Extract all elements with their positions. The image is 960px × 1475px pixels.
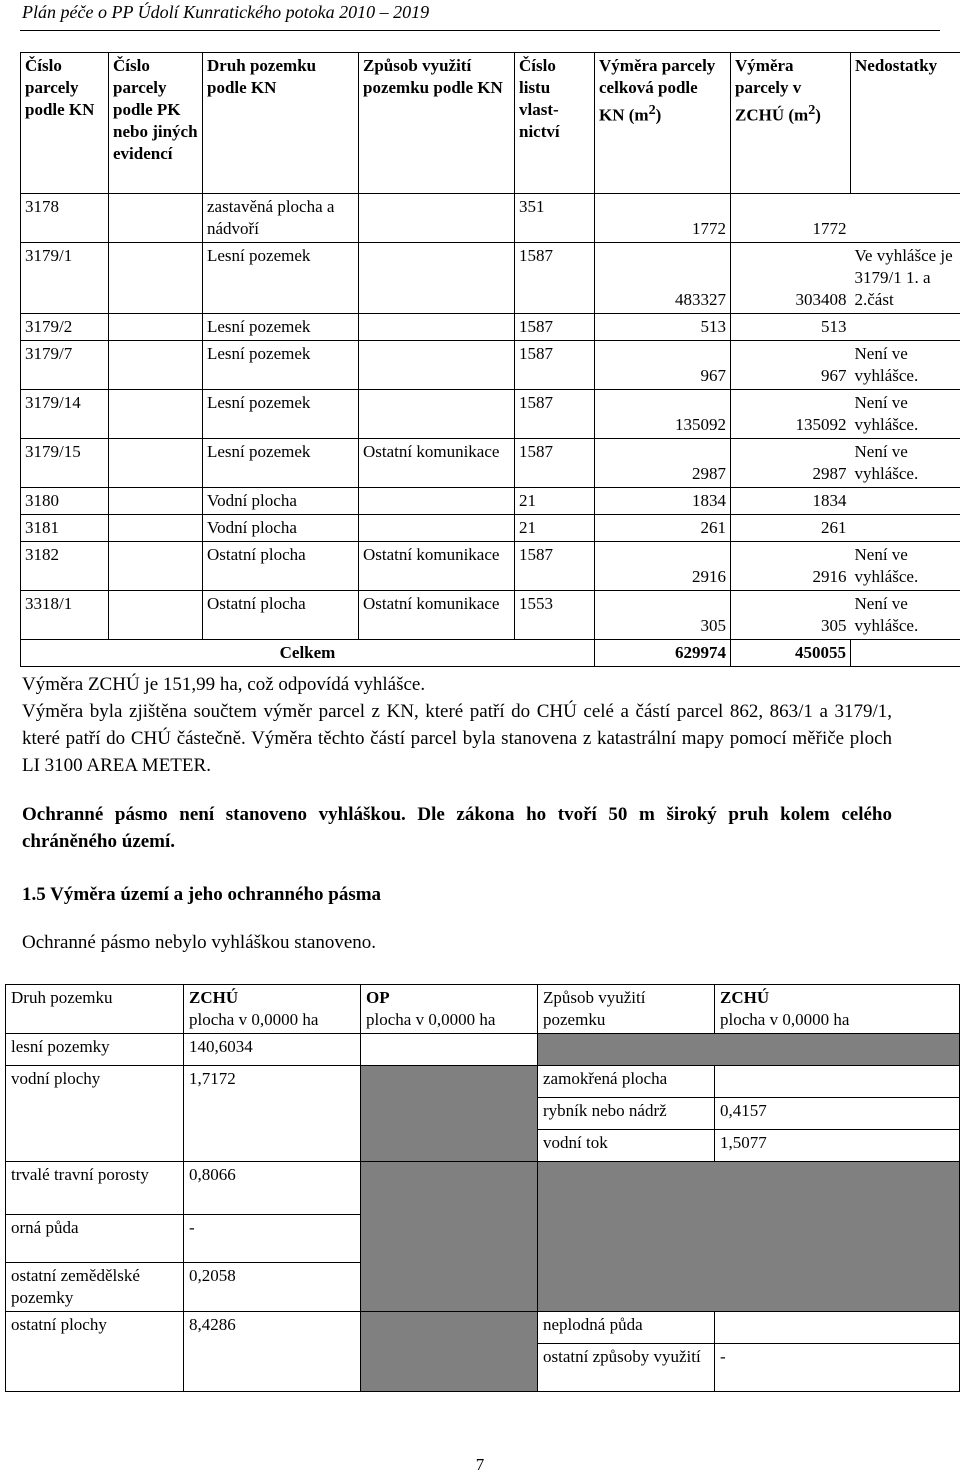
- ned-cell: Není ve vyhlášce.: [851, 439, 960, 488]
- shaded-cell: [361, 1066, 538, 1162]
- parcel-table: [20, 52, 960, 667]
- header-zchu2: [715, 985, 960, 1034]
- header-bold: ZCHÚ: [189, 988, 239, 1007]
- total-zchu: 450055: [731, 640, 851, 667]
- value-cell: [715, 1066, 960, 1098]
- ned-cell: [851, 314, 960, 341]
- header-cell: Číslo parcely podle KN: [21, 53, 109, 194]
- celk-cell: 135092: [595, 390, 731, 439]
- druh-cell: zastavěná plocha a nádvoří: [203, 194, 359, 243]
- zchu-cell: 305: [731, 591, 851, 640]
- kn-cell: 3318/1: [21, 591, 109, 640]
- ned-cell: Není ve vyhlášce.: [851, 542, 960, 591]
- celk-cell: 261: [595, 515, 731, 542]
- table-row: [21, 515, 960, 542]
- ned-cell: Není ve vyhlášce.: [851, 390, 960, 439]
- celk-cell: 305: [595, 591, 731, 640]
- celk-cell: 2987: [595, 439, 731, 488]
- ned-cell: Není ve vyhlášce.: [851, 341, 960, 390]
- superscript: 2: [808, 102, 816, 118]
- header-zchu: [184, 985, 361, 1034]
- ned-cell: [851, 488, 960, 515]
- zpusob-cell: [359, 341, 515, 390]
- header-divider: [20, 30, 940, 31]
- druh-cell: Lesní pozemek: [203, 341, 359, 390]
- zpusob-cell: [359, 194, 515, 243]
- kn-cell: 3179/7: [21, 341, 109, 390]
- value-cell: 1,5077: [715, 1130, 960, 1162]
- table-row: [21, 439, 960, 488]
- celk-cell: 483327: [595, 243, 731, 314]
- lv-cell: 1553: [515, 591, 595, 640]
- header-cell: Číslo parcely podle PK nebo jiných evidencí: [109, 53, 203, 194]
- table-row: [21, 194, 960, 243]
- ned-cell: Není ve vyhlášce.: [851, 591, 960, 640]
- header-cell: [731, 53, 851, 194]
- pk-cell: [109, 488, 203, 515]
- table-row: [6, 1312, 960, 1344]
- druh-cell: Ostatní plocha: [203, 591, 359, 640]
- zpusob-cell: rybník nebo nádrž: [538, 1098, 715, 1130]
- land-use-table: [5, 984, 960, 1392]
- total-celk: 629974: [595, 640, 731, 667]
- table-row: [21, 341, 960, 390]
- zchu-cell: 0,8066: [184, 1162, 361, 1215]
- zchu-cell: -: [184, 1215, 361, 1263]
- lv-cell: 1587: [515, 542, 595, 591]
- header-unit: plocha v 0,0000 ha: [189, 1010, 319, 1029]
- pk-cell: [109, 439, 203, 488]
- pk-cell: [109, 591, 203, 640]
- lv-cell: 351: [515, 194, 595, 243]
- druh-cell: Lesní pozemek: [203, 314, 359, 341]
- druh-cell: ostatní plochy: [6, 1312, 184, 1392]
- superscript: 2: [648, 102, 656, 118]
- table-row: [6, 1066, 960, 1098]
- table-row: [21, 390, 960, 439]
- kn-cell: 3179/14: [21, 390, 109, 439]
- zchu-cell: 1772: [731, 194, 851, 243]
- lv-cell: 1587: [515, 390, 595, 439]
- header-cell: Druh pozemku podle KN: [203, 53, 359, 194]
- section-heading: 1.5 Výměra území a jeho ochranného pásma: [22, 884, 382, 905]
- kn-cell: 3182: [21, 542, 109, 591]
- pk-cell: [109, 515, 203, 542]
- value-cell: -: [715, 1344, 960, 1392]
- zpusob-cell: Ostatní komunikace: [359, 542, 515, 591]
- shaded-cell: [361, 1312, 538, 1392]
- zchu-cell: 1834: [731, 488, 851, 515]
- table-header-row: [21, 53, 960, 194]
- kn-cell: 3179/15: [21, 439, 109, 488]
- zchu-cell: 2987: [731, 439, 851, 488]
- kn-cell: 3178: [21, 194, 109, 243]
- zpusob-cell: Ostatní komunikace: [359, 591, 515, 640]
- zpusob-cell: neplodná půda: [538, 1312, 715, 1344]
- pk-cell: [109, 243, 203, 314]
- total-row: [21, 640, 960, 667]
- header-text: ): [815, 105, 821, 125]
- value-cell: [715, 1312, 960, 1344]
- zpusob-cell: Ostatní komunikace: [359, 439, 515, 488]
- pk-cell: [109, 542, 203, 591]
- shaded-cell: [538, 1162, 960, 1312]
- celk-cell: 513: [595, 314, 731, 341]
- paragraph-buffer: Ochranné pásmo není stanoveno vyhláškou. Dle zákona ho tvoří 50 m široký pruh kolem celého chráněného území.: [22, 804, 892, 852]
- paragraph-area: Výměra ZCHÚ je 151,99 ha, což odpovídá vyhlášce.: [22, 674, 426, 695]
- ned-cell: Ve vyhlášce je 3179/1 1. a 2.část: [851, 243, 960, 314]
- header-text: Výměra parcely celková podle KN (m: [599, 56, 716, 125]
- value-cell: 0,4157: [715, 1098, 960, 1130]
- table-row: [21, 591, 960, 640]
- zchu-cell: 303408: [731, 243, 851, 314]
- lv-cell: 21: [515, 488, 595, 515]
- lv-cell: 1587: [515, 439, 595, 488]
- zpusob-cell: [359, 314, 515, 341]
- zpusob-cell: ostatní způsoby využití: [538, 1344, 715, 1392]
- celk-cell: 1834: [595, 488, 731, 515]
- kn-cell: 3181: [21, 515, 109, 542]
- zpusob-cell: [359, 243, 515, 314]
- celk-cell: 1772: [595, 194, 731, 243]
- druh-cell: Lesní pozemek: [203, 439, 359, 488]
- pk-cell: [109, 341, 203, 390]
- druh-cell: Ostatní plocha: [203, 542, 359, 591]
- druh-cell: lesní pozemky: [6, 1034, 184, 1066]
- druh-cell: ostatní zemědělské pozemky: [6, 1263, 184, 1312]
- kn-cell: 3179/1: [21, 243, 109, 314]
- header-op: [361, 985, 538, 1034]
- header-druh: Druh pozemku: [6, 985, 184, 1034]
- header-unit: plocha v 0,0000 ha: [366, 1010, 496, 1029]
- kn-cell: 3180: [21, 488, 109, 515]
- paragraph-method: Výměra byla zjištěna součtem výměr parcel z KN, které patří do CHÚ celé a částí parcel 862, 863/1 a 3179/1, které patří do CHÚ částečně. Výměra těchto částí parcel byla stanovena z katastrální mapy pomocí měřiče ploch LI 3100 AREA METER.: [22, 701, 892, 776]
- zchu-cell: 261: [731, 515, 851, 542]
- lv-cell: 1587: [515, 243, 595, 314]
- ned-cell: [851, 194, 960, 243]
- zchu-cell: 513: [731, 314, 851, 341]
- header-zpusob: Způsob využití pozemku: [538, 985, 715, 1034]
- druh-cell: Lesní pozemek: [203, 243, 359, 314]
- druh-cell: Lesní pozemek: [203, 390, 359, 439]
- zpusob-cell: [359, 488, 515, 515]
- zchu-cell: 8,4286: [184, 1312, 361, 1392]
- zchu-cell: 967: [731, 341, 851, 390]
- table-row: [21, 243, 960, 314]
- ned-cell: [851, 515, 960, 542]
- table-row: [21, 542, 960, 591]
- header-cell: Způsob využití pozemku podle KN: [359, 53, 515, 194]
- total-empty: [851, 640, 960, 667]
- zchu-cell: 135092: [731, 390, 851, 439]
- lv-cell: 1587: [515, 314, 595, 341]
- zpusob-cell: [359, 390, 515, 439]
- pk-cell: [109, 314, 203, 341]
- zchu-cell: 2916: [731, 542, 851, 591]
- header-cell: Číslo listu vlast-nictví: [515, 53, 595, 194]
- table-header-row: [6, 985, 960, 1034]
- total-label: Celkem: [21, 640, 595, 667]
- table-body: [21, 194, 960, 640]
- zchu-cell: 140,6034: [184, 1034, 361, 1066]
- table-row: [21, 488, 960, 515]
- header-text: Výměra parcely v ZCHÚ (m: [735, 56, 809, 125]
- kn-cell: 3179/2: [21, 314, 109, 341]
- table-row: [21, 314, 960, 341]
- druh-cell: Vodní plocha: [203, 488, 359, 515]
- paragraph-no-buffer: Ochranné pásmo nebylo vyhláškou stanoveno.: [22, 932, 377, 953]
- header-cell: [595, 53, 731, 194]
- zchu-cell: 0,2058: [184, 1263, 361, 1312]
- druh-cell: trvalé travní porosty: [6, 1162, 184, 1215]
- table-row: [6, 1034, 960, 1066]
- op-cell: [361, 1034, 538, 1066]
- header-bold: ZCHÚ: [720, 988, 770, 1007]
- celk-cell: 967: [595, 341, 731, 390]
- table-row: [6, 1162, 960, 1215]
- zchu-cell: 1,7172: [184, 1066, 361, 1162]
- page-number: 7: [475, 1455, 485, 1474]
- lv-cell: 1587: [515, 341, 595, 390]
- druh-cell: orná půda: [6, 1215, 184, 1263]
- page-header-title: Plán péče o PP Údolí Kunratického potoka 2010 – 2019: [22, 2, 430, 22]
- zpusob-cell: vodní tok: [538, 1130, 715, 1162]
- druh-cell: vodní plochy: [6, 1066, 184, 1162]
- druh-cell: Vodní plocha: [203, 515, 359, 542]
- zpusob-cell: zamokřená plocha: [538, 1066, 715, 1098]
- shaded-cell: [361, 1162, 538, 1312]
- shaded-cell: [538, 1034, 960, 1066]
- lv-cell: 21: [515, 515, 595, 542]
- pk-cell: [109, 194, 203, 243]
- header-text: ): [655, 105, 662, 125]
- celk-cell: 2916: [595, 542, 731, 591]
- header-bold: OP: [366, 988, 390, 1007]
- zpusob-cell: [359, 515, 515, 542]
- header-cell: Nedostatky: [851, 53, 960, 194]
- header-unit: plocha v 0,0000 ha: [720, 1010, 850, 1029]
- pk-cell: [109, 390, 203, 439]
